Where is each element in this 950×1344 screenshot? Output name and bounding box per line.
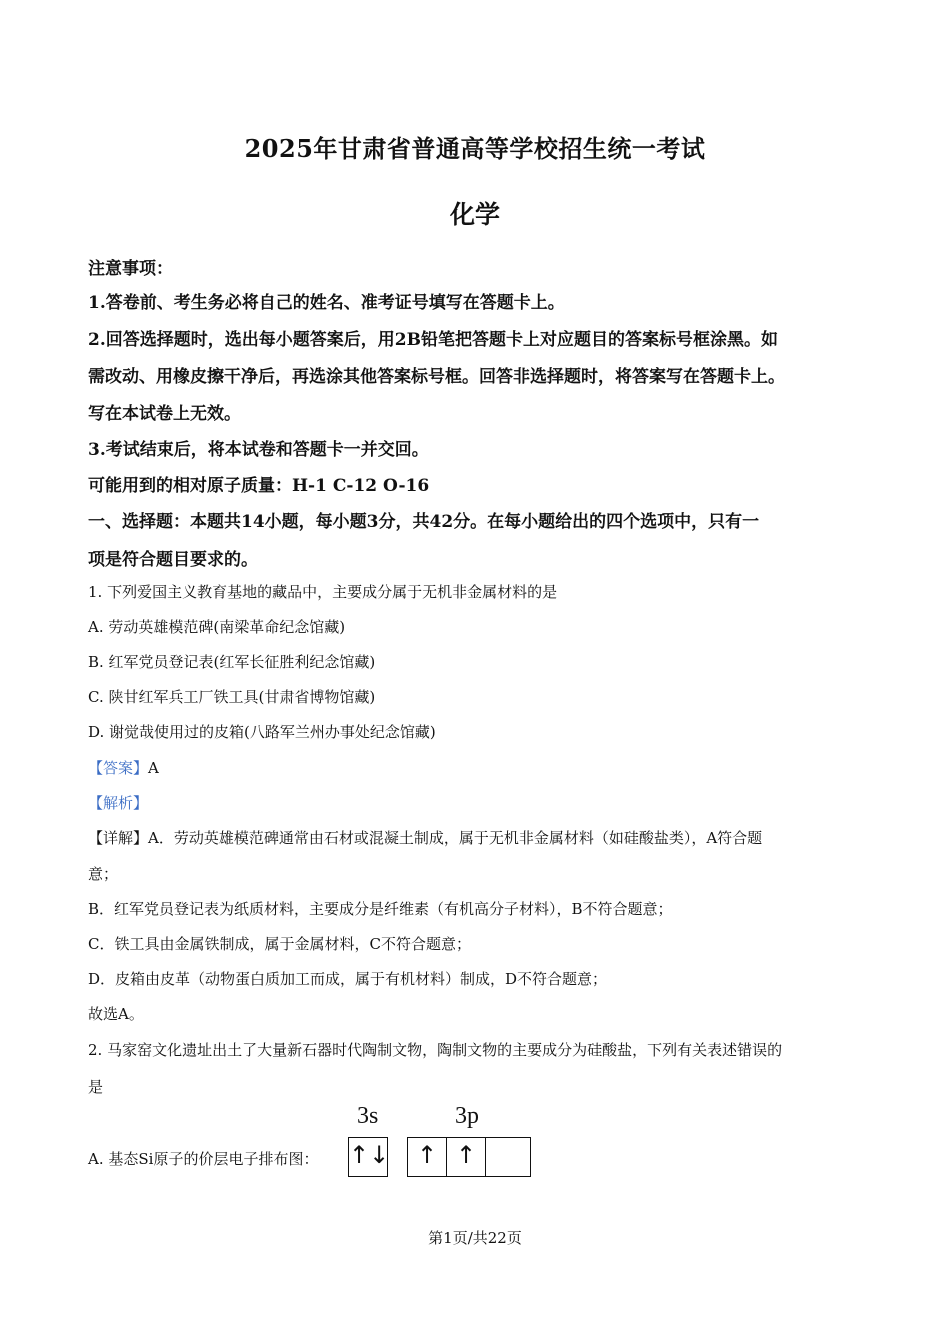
answer-tag: 【答案】 (88, 759, 149, 777)
orbital-box-3p-2 (446, 1137, 486, 1177)
notice-item-1: 1.答卷前、考生务必将自己的姓名、准考证号填写在答题卡上。 (88, 293, 565, 313)
q2-stem-line-2: 是 (88, 1078, 104, 1096)
q1-detail-line-1: 【详解】A．劳动英雄模范碑通常由石材或混凝土制成，属于无机非金属材料（如硅酸盐类），A符合题 (88, 829, 763, 847)
section-1-heading-line-1: 一、选择题：本题共14小题，每小题3分，共42分。在每小题给出的四个选项中，只有一 (88, 512, 760, 532)
atomic-mass-line: 可能用到的相对原子质量：H-1 C-12 O-16 (88, 476, 430, 496)
electron-up-arrow: ↑ (455, 1141, 477, 1169)
electron-up-arrow: ↑ (416, 1141, 438, 1169)
orbital-3p-label: 3p (455, 1103, 479, 1129)
section-1-heading-line-2: 项是符合题目要求的。 (88, 550, 258, 570)
q1-option-c: C. 陕甘红军兵工厂铁工具(甘肃省博物馆藏) (88, 688, 376, 706)
notice-item-2-line-2: 需改动、用橡皮擦干净后，再选涂其他答案标号框。回答非选择题时，将答案写在答题卡上。 (88, 367, 785, 387)
exam-title: 2025年甘肃省普通高等学校招生统一考试 (244, 134, 706, 163)
q2-stem-line-1: 2. 马家窑文化遗址出土了大量新石器时代陶制文物，陶制文物的主要成分为硅酸盐，下列有关表述错误的 (88, 1041, 783, 1059)
q2-option-a-text: A. 基态Si原子的价层电子排布图： (88, 1150, 319, 1168)
q1-detail-b: B．红军党员登记表为纸质材料，主要成分是纤维素（有机高分子材料），B不符合题意； (88, 900, 673, 918)
q1-detail-line-2: 意； (88, 865, 119, 883)
orbital-3s-label: 3s (357, 1103, 379, 1129)
notice-heading: 注意事项： (88, 259, 173, 279)
q1-detail-c: C．铁工具由金属铁制成，属于金属材料，C不符合题意； (88, 935, 471, 953)
notice-item-2-line-3: 写在本试卷上无效。 (88, 404, 241, 424)
q1-stem: 1. 下列爱国主义教育基地的藏品中，主要成分属于无机非金属材料的是 (88, 583, 558, 601)
q1-option-d: D. 谢觉哉使用过的皮箱(八路军兰州办事处纪念馆藏) (88, 723, 436, 741)
orbital-box-3s (348, 1137, 388, 1177)
q1-conclusion: 故选A。 (88, 1005, 144, 1023)
q1-option-b: B. 红军党员登记表(红军长征胜利纪念馆藏) (88, 653, 376, 671)
q1-answer (88, 757, 159, 778)
orbital-box-3p-3 (485, 1137, 531, 1177)
answer-value: A (148, 759, 159, 777)
orbital-box-3p-1 (407, 1137, 447, 1177)
analysis-tag: 【解析】 (88, 794, 149, 812)
page-number: 第1页/共22页 (428, 1229, 522, 1247)
q1-detail-d: D．皮箱由皮革（动物蛋白质加工而成，属于有机材料）制成，D不符合题意； (88, 970, 608, 988)
notice-item-3: 3.考试结束后，将本试卷和答题卡一并交回。 (88, 440, 429, 460)
notice-item-2-line-1: 2.回答选择题时，选出每小题答案后，用2B铅笔把答题卡上对应题目的答案标号框涂黑。如 (88, 330, 778, 350)
electron-pair-arrows: ↑↓ (349, 1141, 390, 1169)
subject-title: 化学 (449, 200, 500, 229)
q1-option-a: A. 劳动英雄模范碑(南梁革命纪念馆藏) (88, 618, 346, 636)
